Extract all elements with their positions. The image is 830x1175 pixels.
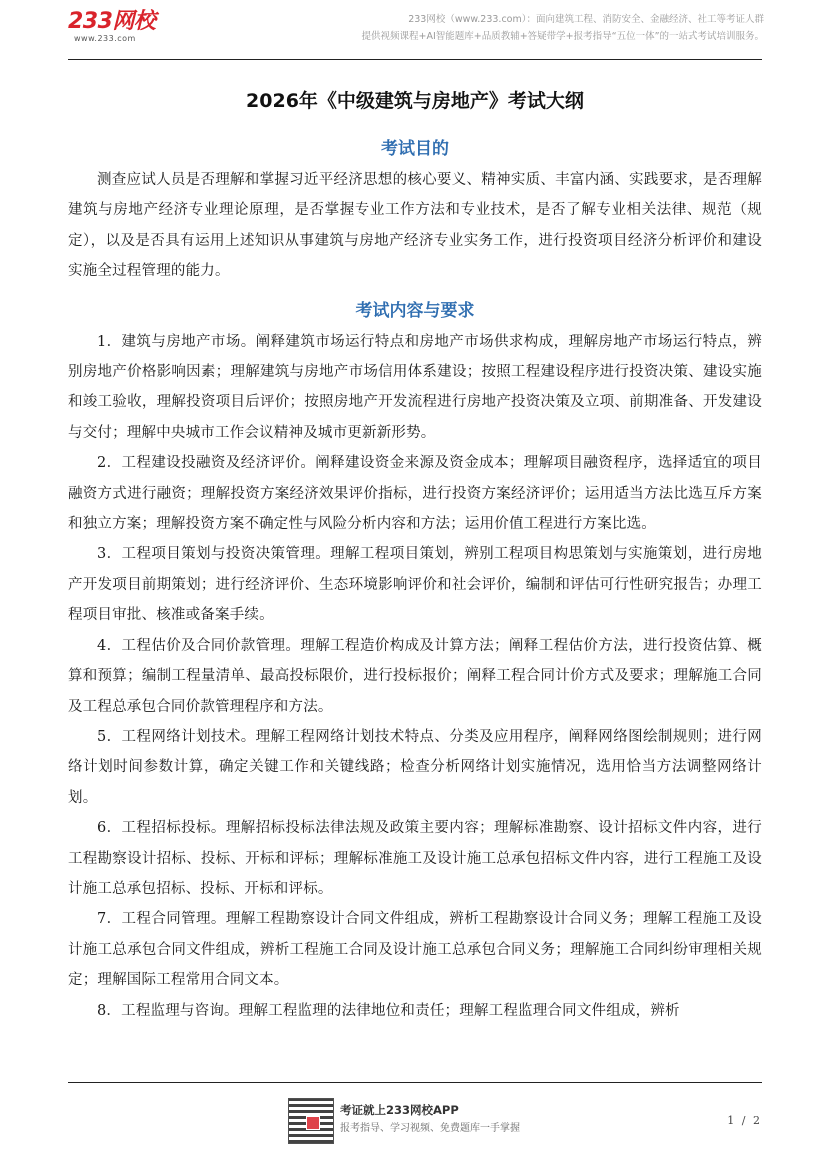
page-footer bbox=[0, 1094, 830, 1154]
slogan-line-1: 233网校（www.233.com）：面向建筑工程、消防安全、金融经济、社工等考证人群 bbox=[408, 14, 764, 25]
content-item: 4．工程估价及合同价款管理。理解工程造价构成及计算方法；阐释工程估价方法，进行投资估算、概算和预算；编制工程量清单、最高投标限价，进行投标报价；阐释工程合同计价方式及要求；理解施工合同及工程总承包合同价款管理程序和方法。 bbox=[68, 637, 762, 715]
qr-code-icon[interactable] bbox=[288, 1098, 334, 1144]
qr-logo-icon bbox=[306, 1116, 320, 1130]
page-header bbox=[0, 0, 830, 60]
content-item: 5．工程网络计划技术。理解工程网络计划技术特点、分类及应用程序，阐释网络图绘制规则；进行网络计划时间参数计算，确定关键工作和关键线路；检查分析网络计划实施情况，选用恰当方法调整网络计划。 bbox=[68, 728, 762, 806]
purpose-paragraph: 测查应试人员是否理解和掌握习近平经济思想的核心要义、精神实质、丰富内涵、实践要求，是否理解建筑与房地产经济专业理论原理，是否掌握专业工作方法和专业技术，是否了解专业相关法律、规范（规定），以及是否具有运用上述知识从事建筑与房地产经济专业实务工作，进行投资项目经济分析评价和建设实施全过程管理的能力。 bbox=[68, 172, 762, 280]
content-item: 3．工程项目策划与投资决策管理。理解工程项目策划，辨别工程项目构思策划与实施策划，进行房地产开发项目前期策划；进行经济评价、生态环境影响评价和社会评价，编制和评估可行性研究报告；办理工程项目审批、核准或备案手续。 bbox=[68, 546, 762, 624]
document-body bbox=[68, 88, 762, 1026]
footer-divider bbox=[68, 1082, 762, 1083]
document-title: 2026年《中级建筑与房地产》考试大纲 bbox=[246, 90, 584, 112]
content-item: 8．工程监理与咨询。理解工程监理的法律地位和责任；理解工程监理合同文件组成，辨析 bbox=[97, 1002, 680, 1019]
section-heading-purpose: 考试目的 bbox=[381, 139, 449, 159]
header-divider bbox=[68, 59, 762, 60]
brand-logo[interactable] bbox=[68, 10, 155, 44]
logo-url: www.233.com bbox=[74, 34, 136, 43]
content-item: 1．建筑与房地产市场。阐释建筑市场运行特点和房地产市场供求构成，理解房地产市场运行特点，辨别房地产价格影响因素；理解建筑与房地产市场信用体系建设；按照工程建设程序进行投资决策、建设实施和竣工验收，理解投资项目后评价；按照房地产开发流程进行房地产投资决策及立项、前期准备、开发建设与交付；理解中央城市工作会议精神及城市更新新形势。 bbox=[68, 333, 762, 441]
logo-text: 233网校 bbox=[68, 9, 156, 34]
content-item: 7．工程合同管理。理解工程勘察设计合同文件组成，辨析工程勘察设计合同义务；理解工程施工及设计施工总承包合同文件组成，辨析工程施工合同及设计施工总承包合同义务；理解施工合同纠纷审理相关规定；理解国际工程常用合同文本。 bbox=[68, 911, 762, 989]
section-heading-content: 考试内容与要求 bbox=[355, 300, 475, 321]
slogan-line-2: 提供视频课程+AI智能题库+品质教辅+答疑带学+报考指导“五位一体”的一站式考试培训服务。 bbox=[361, 31, 764, 42]
page-number: 1 / 2 bbox=[727, 1114, 762, 1127]
app-promo-title: 考证就上233网校APP bbox=[340, 1103, 459, 1117]
header-slogan bbox=[362, 11, 765, 45]
app-promo-subtitle: 报考指导、学习视频、免费题库一手掌握 bbox=[340, 1123, 520, 1134]
content-item: 2．工程建设投融资及经济评价。阐释建设资金来源及资金成本；理解项目融资程序，选择适宜的项目融资方式进行融资；理解投资方案经济效果评价指标，进行投资方案经济评价；运用适当方法比选互斥方案和独立方案；理解投资方案不确定性与风险分析内容和方法；运用价值工程进行方案比选。 bbox=[68, 455, 762, 533]
content-item: 6．工程招标投标。理解招标投标法律法规及政策主要内容；理解标准勘察、设计招标文件内容，进行工程勘察设计招标、投标、开标和评标；理解标准施工及设计施工总承包招标文件内容，进行工程施工及设计施工总承包招标、投标、开标和评标。 bbox=[68, 820, 762, 897]
